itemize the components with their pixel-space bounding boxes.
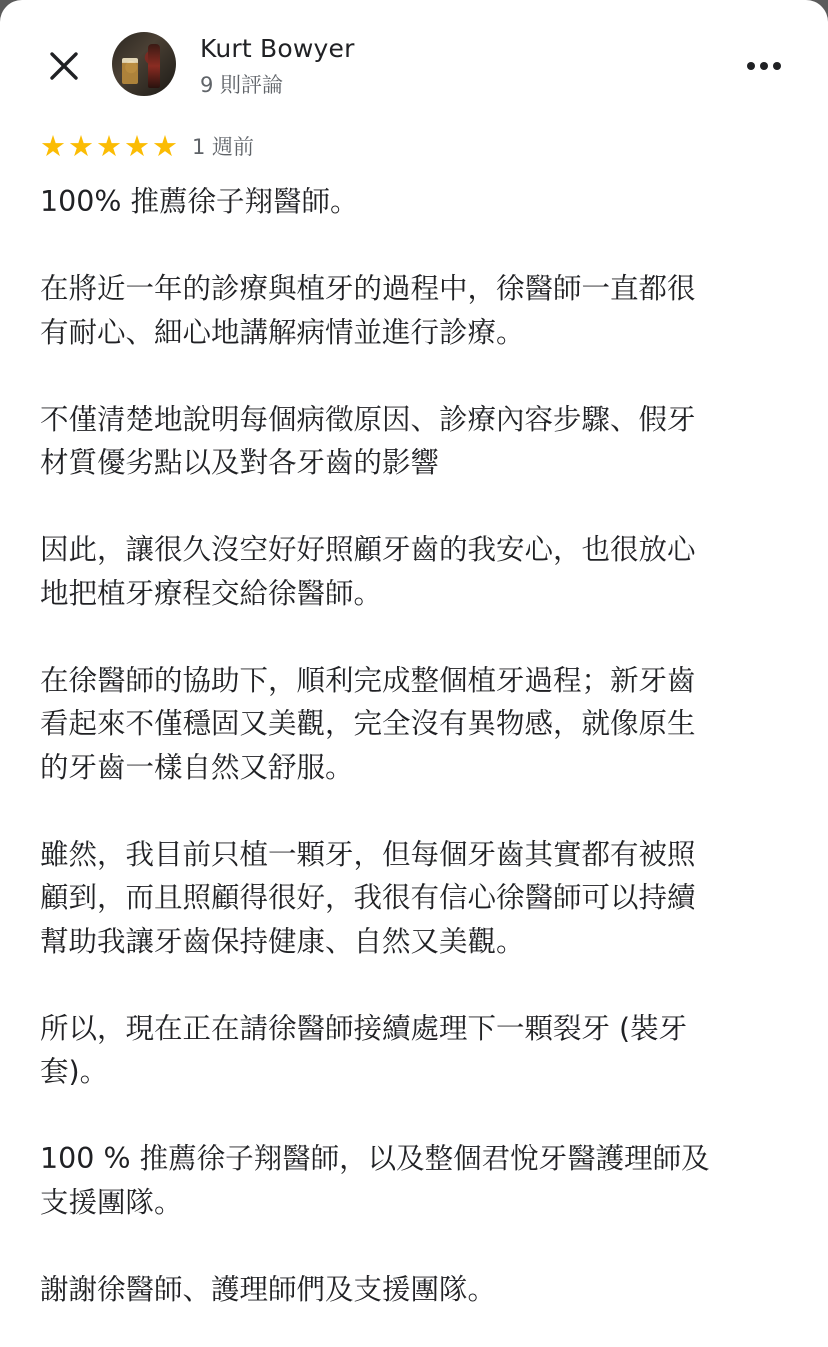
rating-row: [40, 130, 254, 162]
reviewer-name[interactable]: Kurt Bowyer: [200, 34, 355, 63]
review-paragraph: 在將近一年的診療與植牙的過程中，徐醫師一直都很 有耐心、細心地講解病情並進行診療。: [40, 272, 696, 349]
reviewer-avatar[interactable]: [112, 32, 176, 96]
star-rating: [40, 128, 180, 163]
close-icon: [49, 51, 79, 81]
avatar-photo-bottle: [148, 44, 160, 88]
review-paragraph: 雖然，我目前只植一顆牙，但每個牙齒其實都有被照 顧到，而且照顧得很好，我很有信心徐醫師可以持續 幫助我讓牙齒保持健康、自然又美觀。: [40, 837, 696, 958]
review-paragraph: 在徐醫師的協助下，順利完成整個植牙過程；新牙齒 看起來不僅穩固又美觀，完全沒有異物感，就像原生 的牙齒一樣自然又舒服。: [40, 663, 696, 784]
more-horizontal-icon: [746, 61, 782, 71]
reviewer-review-count: 9 則評論: [200, 73, 284, 97]
star-icon: ★: [96, 128, 122, 163]
star-icon: ★: [124, 128, 150, 163]
more-options-button[interactable]: [736, 46, 792, 86]
review-paragraph: 100% 推薦徐子翔醫師。: [40, 185, 359, 218]
review-paragraph: 不僅清楚地說明每個病徵原因、診療內容步驟、假牙 材質優劣點以及對各牙齒的影響: [40, 402, 696, 479]
review-header: [0, 28, 828, 100]
star-icon: ★: [68, 128, 94, 163]
review-paragraph: 謝謝徐醫師、護理師們及支援團隊。: [40, 1272, 497, 1306]
review-time: 1 週前: [192, 135, 255, 159]
review-text: [40, 180, 790, 1347]
close-button[interactable]: [36, 38, 92, 94]
review-paragraph: 因此，讓很久沒空好好照顧牙齒的我安心，也很放心 地把植牙療程交給徐醫師。: [40, 533, 696, 610]
star-icon: ★: [152, 128, 178, 163]
review-paragraph: 100 % 推薦徐子翔醫師，以及整個君悅牙醫護理師及 支援團隊。: [40, 1142, 710, 1219]
star-icon: ★: [40, 128, 66, 163]
avatar-photo-glass: [122, 58, 138, 84]
review-paragraph: 所以，現在正在請徐醫師接續處理下一顆裂牙 (裝牙 套)。: [40, 1011, 688, 1088]
